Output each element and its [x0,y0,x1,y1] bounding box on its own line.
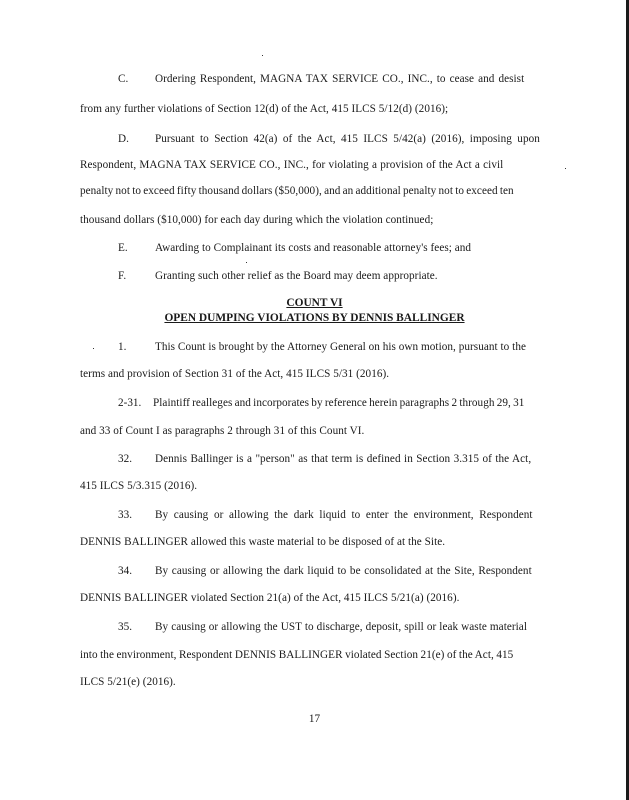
paragraph-33-number: 33. [118,509,132,521]
paragraph-34-line-1: By causing or allowing the dark liquid to be consolidated at the Site, Respondent [155,565,532,577]
item-f-line-1: Granting such other relief as the Board may deem appropriate. [155,270,438,282]
item-f-label: F. [118,270,127,282]
item-d-line-1: Pursuant to Section 42(a) of the Act, 415 ILCS 5/42(a) (2016), imposing upon [155,133,540,145]
paragraph-35-line-3: ILCS 5/21(e) (2016). [80,676,176,688]
item-d-line-2: Respondent, MAGNA TAX SERVICE CO., INC., for violating a provision of the Act a civil [80,159,504,171]
paragraph-35-line-1: By causing or allowing the UST to discharge, deposit, spill or leak waste material [155,621,527,633]
item-e-line-1: Awarding to Complainant its costs and reasonable attorney's fees; and [155,242,472,254]
page-number: 17 [308,713,321,725]
paragraph-32-number: 32. [118,453,132,465]
count-heading: COUNT VI [286,297,343,309]
paragraph-2-31-number: 2-31. [118,397,142,409]
item-d-line-4: thousand dollars ($10,000) for each day during which the violation continued; [80,214,434,226]
paragraph-2-31-line-1: Plaintiff realleges and incorporates by reference herein paragraphs 2 through 29, 31 [153,397,525,409]
item-c-line-1: Ordering Respondent, MAGNA TAX SERVICE CO., INC., to cease and desist [155,73,525,85]
paragraph-32-line-1: Dennis Ballinger is a "person" as that term is defined in Section 3.315 of the Act, [155,453,532,465]
paragraph-34-line-2: DENNIS BALLINGER violated Section 21(a) of the Act, 415 ILCS 5/21(a) (2016). [80,592,460,604]
scan-speck [565,168,566,169]
paragraph-1-line-1: This Count is brought by the Attorney General on his own motion, pursuant to the [155,341,526,353]
paragraph-1-number: 1. [118,341,127,353]
item-d-line-3: penalty not to exceed fifty thousand dollars ($50,000), and an additional penalty not to exceed ten [80,185,514,197]
scan-speck [93,348,94,349]
scan-speck [262,55,263,56]
item-c-line-2: from any further violations of Section 12(d) of the Act, 415 ILCS 5/12(d) (2016); [80,103,449,115]
count-subheading: OPEN DUMPING VIOLATIONS BY DENNIS BALLINGER [164,312,465,324]
item-c-label: C. [118,73,129,85]
paragraph-2-31-line-2: and 33 of Count I as paragraphs 2 through 31 of this Count VI. [80,425,365,437]
paragraph-33-line-2: DENNIS BALLINGER allowed this waste material to be disposed of at the Site. [80,536,446,548]
paragraph-35-line-2: into the environment, Respondent DENNIS BALLINGER violated Section 21(e) of the Act, 415 [80,649,514,661]
paragraph-1-line-2: terms and provision of Section 31 of the Act, 415 ILCS 5/31 (2016). [80,368,390,380]
item-e-label: E. [118,242,128,254]
paragraph-33-line-1: By causing or allowing the dark liquid to enter the environment, Respondent [155,509,533,521]
item-d-label: D. [118,133,129,145]
paragraph-34-number: 34. [118,565,132,577]
scan-speck [246,262,247,263]
paragraph-32-line-2: 415 ILCS 5/3.315 (2016). [80,480,198,492]
paragraph-35-number: 35. [118,621,132,633]
